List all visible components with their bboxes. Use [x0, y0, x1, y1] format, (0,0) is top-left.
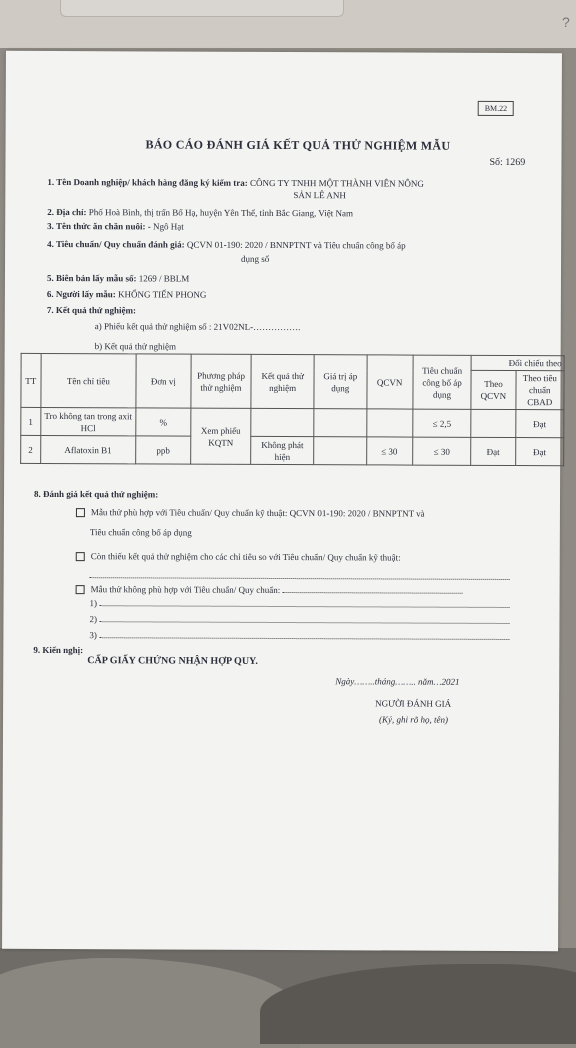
sub-line-1: 1) [90, 597, 510, 610]
recommendation: CẤP GIẤY CHỨNG NHẬN HỢP QUY. [87, 655, 258, 667]
header-limit: Giá trị áp dụng [314, 355, 367, 409]
item-7a: a) Phiếu kết quả thử nghiệm số : 21V02NL-……………. [94, 321, 301, 333]
item-4-value-cont: dụng số [241, 253, 270, 264]
document-title: BÁO CÁO ĐÁNH GIÁ KẾT QUẢ THỬ NGHIỆM MẪU [145, 137, 451, 153]
table-header-row-1 [21, 353, 564, 370]
item-1-label: 1. Tên Doanh nghiệp/ khách hàng đăng ký kiểm tra: [47, 176, 248, 188]
cell-std: ≤ 30 [412, 437, 471, 465]
cell-cmp-qcvn: Đạt [471, 437, 515, 465]
option-missing [76, 551, 401, 563]
cell-unit: % [136, 408, 191, 436]
sub-line-3: 3) [89, 629, 509, 642]
cell-result: Không phát hiện [251, 436, 314, 464]
item-7b: b) Kết quả thử nghiệm [94, 341, 177, 352]
header-cmp-cbad: Theo tiêu chuẩn CBAD [515, 371, 564, 410]
checkbox-icon [76, 553, 85, 562]
dotted-line [90, 565, 510, 585]
cell-std: ≤ 2,5 [413, 409, 472, 437]
background-top [0, 0, 576, 48]
cell-cmp-cbad: Đạt [515, 438, 564, 466]
item-2-value: Phố Hoà Bình, thị trấn Bố Hạ, huyện Yên Thế, tỉnh Bắc Giang, Việt Nam [88, 207, 354, 219]
cell-tt: 2 [21, 435, 41, 463]
item-5-value: 1269 / BBLM [138, 273, 190, 284]
item-1-value: CÔNG TY TNHH MỘT THÀNH VIÊN NÔNG [250, 177, 424, 189]
item-8-label: 8. Đánh giá kết quả thử nghiệm: [34, 488, 159, 500]
cell-name: Tro không tan trong axit HCl [40, 407, 136, 435]
document-page [2, 51, 562, 951]
table-row [21, 435, 564, 465]
item-9-label: 9. Kiến nghị: [33, 644, 84, 656]
item-3-label: 3. Tên thức ăn chăn nuôi: [47, 220, 146, 232]
item-5 [47, 273, 189, 284]
item-6-value: KHỔNG TIẾN PHONG [118, 289, 207, 300]
results-table [20, 353, 564, 466]
corner-glyph: ? [562, 14, 570, 30]
item-2-label: 2. Địa chỉ: [47, 206, 87, 218]
item-4-label: 4. Tiêu chuẩn/ Quy chuẩn đánh giá: [47, 238, 185, 250]
cell-limit [314, 409, 367, 437]
item-6 [47, 289, 207, 300]
cell-tt: 1 [21, 407, 41, 435]
header-std: Tiêu chuẩn công bố áp dụng [413, 355, 472, 409]
item-3-value: - Ngô Hạt [147, 221, 184, 232]
header-unit: Đơn vị [136, 354, 191, 408]
evaluator-note: (Ký, ghi rõ họ, tên) [379, 714, 449, 725]
item-7-label: 7. Kết quả thử nghiệm: [46, 304, 137, 316]
checkbox-icon [76, 509, 85, 518]
option-conform-text: Mẫu thử phù hợp với Tiêu chuẩn/ Quy chuẩn kỹ thuật: QCVN 01-190: 2020 / BNNPTNT và [90, 507, 425, 519]
header-method: Phương pháp thử nghiệm [191, 354, 252, 408]
option-conform [76, 507, 425, 519]
header-name: Tên chỉ tiêu [40, 353, 136, 407]
item-2 [47, 207, 353, 218]
document-number: Số: 1269 [489, 156, 526, 169]
evaluator-title: NGƯỜI ĐÁNH GIÁ [375, 698, 452, 709]
option-missing-text: Còn thiếu kết quả thử nghiệm cho các chỉ tiêu so với Tiêu chuẩn/ Quy chuẩn kỹ thuật: [90, 551, 401, 563]
option-nonconform-text: Mẫu thử không phù hợp với Tiêu chuẩn/ Quy chuẩn: [90, 584, 281, 595]
header-qcvn: QCVN [366, 355, 413, 409]
cell-method: Xem phiếu KQTN [190, 408, 251, 464]
item-1 [47, 177, 424, 189]
cell-cmp-cbad: Đạt [515, 410, 564, 438]
cell-cmp-qcvn [471, 409, 515, 437]
item-5-label: 5. Biên bản lấy mẫu số: [46, 272, 137, 284]
cell-name: Aflatoxin B1 [40, 435, 136, 463]
header-tt: TT [21, 353, 41, 407]
item-3 [47, 221, 184, 232]
checkbox-icon [76, 586, 85, 595]
item-6-label: 6. Người lấy mẫu: [46, 288, 116, 300]
option-conform-cont: Tiêu chuẩn công bố áp dụng [89, 527, 192, 538]
sub-line-2: 2) [89, 613, 509, 626]
date-line: Ngày……..tháng…….. năm…2021 [335, 676, 460, 687]
device-edge [60, 0, 344, 17]
table-row [21, 407, 564, 437]
header-compare: Đối chiếu theo [471, 355, 564, 370]
cell-limit [314, 437, 367, 465]
cell-result [251, 408, 314, 436]
cell-qcvn [366, 409, 412, 437]
cell-unit: ppb [136, 436, 191, 464]
header-cmp-qcvn: Theo QCVN [471, 370, 515, 409]
header-result: Kết quả thử nghiệm [251, 354, 314, 408]
item-4 [47, 239, 406, 251]
item-4-value: QCVN 01-190: 2020 / BNNPTNT và Tiêu chuẩn công bố áp [186, 239, 406, 251]
item-1-value-cont: SẢN LÊ ANH [293, 190, 346, 201]
cell-qcvn: ≤ 30 [366, 437, 412, 465]
option-nonconform [76, 583, 463, 596]
form-code: BM.22 [478, 101, 515, 116]
